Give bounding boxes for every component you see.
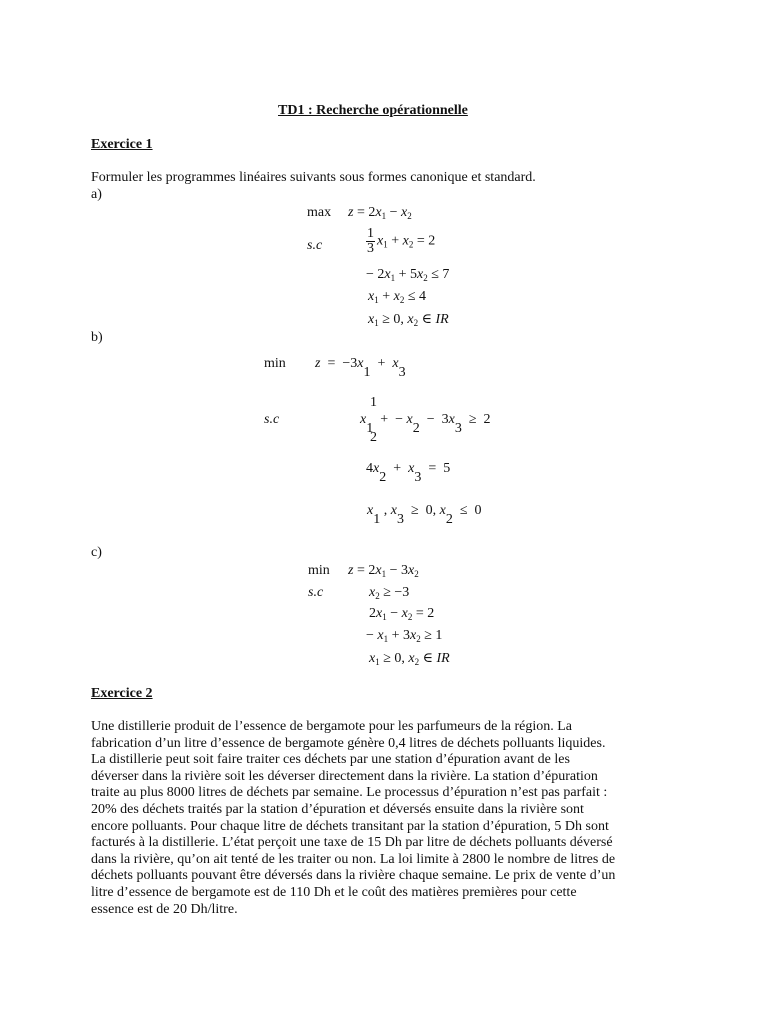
part-b-fraction-denominator: 2 bbox=[370, 430, 377, 445]
paragraph-line: encore polluants. Pour chaque litre de déchets transitant par la station d’épuration, 5 Dh sont bbox=[91, 818, 609, 834]
paragraph-line: dans la rivière, qu’on ait tenté de les traiter ou non. La loi limite à 2800 le nombre de litres de bbox=[91, 851, 616, 867]
exercise-1-intro: Formuler les programmes linéaires suivants sous formes canonique et standard. bbox=[91, 170, 536, 185]
paragraph-line: litre d’essence de bergamote est de 110 Dh et le coût des matières premières pour cette bbox=[91, 884, 577, 900]
part-c-constraint-3: − $x_1 + 3x_2 \ge 1$ bbox=[366, 628, 443, 644]
part-b-objective-keyword: min bbox=[264, 356, 286, 371]
part-c-objective: $z = 2x_1 - 3x_2$ bbox=[348, 563, 419, 579]
part-c-constraint-2: $2x_1 - x_2 = 2$ bbox=[369, 606, 435, 622]
part-b-constraint-2: 4x2 + x3 = 5 bbox=[366, 461, 451, 485]
part-a-constraint-1: $\frac{1}{3}$ $x_1 + x_2 = 2$ bbox=[367, 226, 436, 256]
paragraph-line: Une distillerie produit de l’essence de bergamote pour les parfumeurs de la région. La bbox=[91, 719, 573, 734]
part-a-constraint-3: $x_1 + x_2 \le 4$ bbox=[368, 289, 427, 305]
paragraph-line: déchets polluants pouvant être déversés dans la rivière chaque semaine. Le prix de vente d’un bbox=[91, 868, 616, 884]
part-a-sc-label: s.c bbox=[307, 238, 323, 253]
part-c-constraint-1: $x_2 \ge -3$ bbox=[369, 585, 410, 601]
paragraph-line: facturés à la distillerie. L’état perçoit une taxe de 15 Dh par litre de déchets polluants déversé bbox=[91, 835, 613, 851]
part-c-label: c) bbox=[91, 545, 102, 560]
part-c-sc-label: s.c bbox=[308, 585, 324, 600]
part-c-constraint-4: $x_1 \ge 0$, $x_2$ ∈ IR bbox=[369, 651, 450, 667]
part-b-constraint-3: x1 , x3 ≥ 0, x2 ≤ 0 bbox=[367, 503, 482, 527]
paragraph-line: déverser dans la rivière soit les déverser directement dans la rivière. La station d’épuration bbox=[91, 768, 598, 784]
exercise-2-paragraph bbox=[91, 719, 691, 918]
paragraph-line: traite au plus 8000 litres de déchets par semaine. Le processus d’épuration n’est pas parfait : bbox=[91, 785, 608, 801]
part-a-objective-keyword: max bbox=[307, 205, 332, 220]
paragraph-line: fabrication d’un litre d’essence de bergamote génère 0,4 litres de déchets polluants liquides. bbox=[91, 735, 606, 751]
part-b-fraction-numerator: 1 bbox=[370, 395, 377, 410]
paragraph-line: La distillerie peut soit faire traiter ces déchets par une station d’épuration avant de les bbox=[91, 752, 570, 768]
part-a-constraint-2: − $2x_1 + 5x_2 \le 7$ bbox=[366, 267, 450, 283]
part-b-constraint-1: x1 + − x2 − 3x3 ≥ 2 bbox=[360, 412, 491, 436]
paragraph-line: essence est de 20 Dh/litre. bbox=[91, 901, 238, 917]
part-a-objective: $z = 2x_1 - x_2$ bbox=[348, 205, 412, 221]
part-a-constraint-4: $x_1 \ge 0$, $x_2$ ∈ IR bbox=[368, 312, 449, 328]
paragraph-line: 20% des déchets traités par la station d’épuration et déversés ensuite dans la rivière sont bbox=[91, 801, 584, 817]
part-b-sc-label: s.c bbox=[264, 412, 280, 427]
part-a-label: a) bbox=[91, 187, 102, 202]
exercise-2-heading: Exercice 2 bbox=[91, 686, 153, 701]
part-b-objective: z = −3x1 + x3 bbox=[315, 356, 406, 380]
page-title: TD1 : Recherche opérationnelle bbox=[278, 103, 468, 118]
part-b-label: b) bbox=[91, 330, 103, 345]
exercise-1-heading: Exercice 1 bbox=[91, 137, 153, 152]
part-c-objective-keyword: min bbox=[308, 563, 330, 578]
